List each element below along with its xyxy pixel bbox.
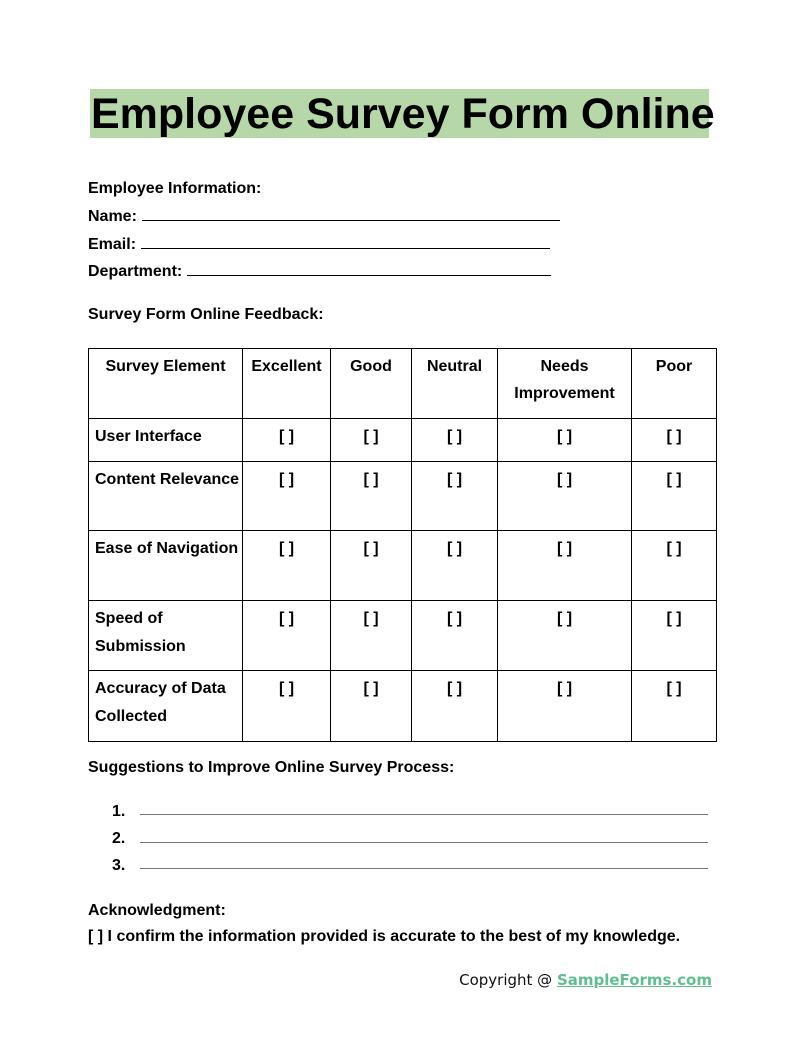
rating-checkbox[interactable]: [ ] [243, 419, 331, 462]
rating-checkbox[interactable]: [ ] [331, 671, 412, 742]
rating-checkbox[interactable]: [ ] [632, 671, 717, 742]
column-header: Poor [632, 349, 717, 419]
table-row [89, 462, 717, 531]
suggestion-field-2[interactable] [140, 842, 708, 843]
acknowledgment-heading: Acknowledgment: [88, 902, 226, 919]
email-field-row [88, 234, 550, 255]
survey-element-cell: Speed of Submission [89, 601, 243, 671]
rating-checkbox[interactable]: [ ] [243, 671, 331, 742]
copyright-footer [459, 970, 712, 990]
suggestion-number: 1. [112, 803, 126, 820]
rating-checkbox[interactable]: [ ] [412, 419, 498, 462]
employee-info-heading: Employee Information: [88, 180, 262, 197]
rating-checkbox[interactable]: [ ] [331, 419, 412, 462]
rating-checkbox[interactable]: [ ] [412, 671, 498, 742]
copyright-text: Copyright @ [459, 971, 557, 989]
survey-element-cell: Accuracy of Data Collected [89, 671, 243, 742]
suggestion-field-1[interactable] [140, 814, 708, 815]
rating-checkbox[interactable]: [ ] [632, 531, 717, 601]
rating-checkbox[interactable]: [ ] [243, 462, 331, 531]
rating-checkbox[interactable]: [ ] [498, 462, 632, 531]
rating-checkbox[interactable]: [ ] [498, 531, 632, 601]
name-field-row [88, 206, 560, 227]
suggestion-field-3[interactable] [140, 868, 708, 869]
survey-element-cell: Ease of Navigation [89, 531, 243, 601]
rating-checkbox[interactable]: [ ] [331, 462, 412, 531]
survey-element-cell: Content Relevance [89, 462, 243, 531]
survey-table [88, 348, 717, 742]
department-label: Department: [88, 263, 183, 280]
table-row [89, 671, 717, 742]
email-field[interactable] [141, 234, 550, 249]
table-header-row [89, 349, 717, 419]
rating-checkbox[interactable]: [ ] [243, 531, 331, 601]
rating-checkbox[interactable]: [ ] [498, 601, 632, 671]
rating-checkbox[interactable]: [ ] [412, 531, 498, 601]
rating-checkbox[interactable]: [ ] [632, 462, 717, 531]
survey-element-cell: User Interface [89, 419, 243, 462]
sampleforms-link[interactable]: SampleForms.com [556, 971, 712, 989]
rating-checkbox[interactable]: [ ] [412, 601, 498, 671]
table-row [89, 419, 717, 462]
column-header: Good [331, 349, 412, 419]
department-field[interactable] [187, 261, 551, 276]
rating-checkbox[interactable]: [ ] [331, 531, 412, 601]
suggestions-heading: Suggestions to Improve Online Survey Process: [88, 759, 455, 776]
rating-checkbox[interactable]: [ ] [498, 419, 632, 462]
suggestion-number: 3. [112, 857, 126, 874]
suggestion-number: 2. [112, 830, 126, 847]
rating-checkbox[interactable]: [ ] [243, 601, 331, 671]
feedback-heading: Survey Form Online Feedback: [88, 306, 324, 323]
column-header: Neutral [412, 349, 498, 419]
rating-checkbox[interactable]: [ ] [331, 601, 412, 671]
column-header [498, 349, 632, 419]
column-header: Excellent [243, 349, 331, 419]
column-header: Survey Element [89, 349, 243, 419]
rating-checkbox[interactable]: [ ] [412, 462, 498, 531]
email-label: Email: [88, 236, 137, 253]
name-field[interactable] [142, 206, 560, 221]
acknowledgment-checkbox[interactable]: [ ] I confirm the information provided is accurate to the best of my knowledge. [88, 928, 681, 945]
needs-improvement-header: Needs Improvement [514, 358, 615, 402]
rating-checkbox[interactable]: [ ] [498, 671, 632, 742]
table-row [89, 531, 717, 601]
rating-checkbox[interactable]: [ ] [632, 601, 717, 671]
department-field-row [88, 261, 551, 282]
rating-checkbox[interactable]: [ ] [632, 419, 717, 462]
table-row [89, 601, 717, 671]
page-title: Employee Survey Form Online [91, 90, 715, 138]
name-label: Name: [88, 208, 137, 225]
